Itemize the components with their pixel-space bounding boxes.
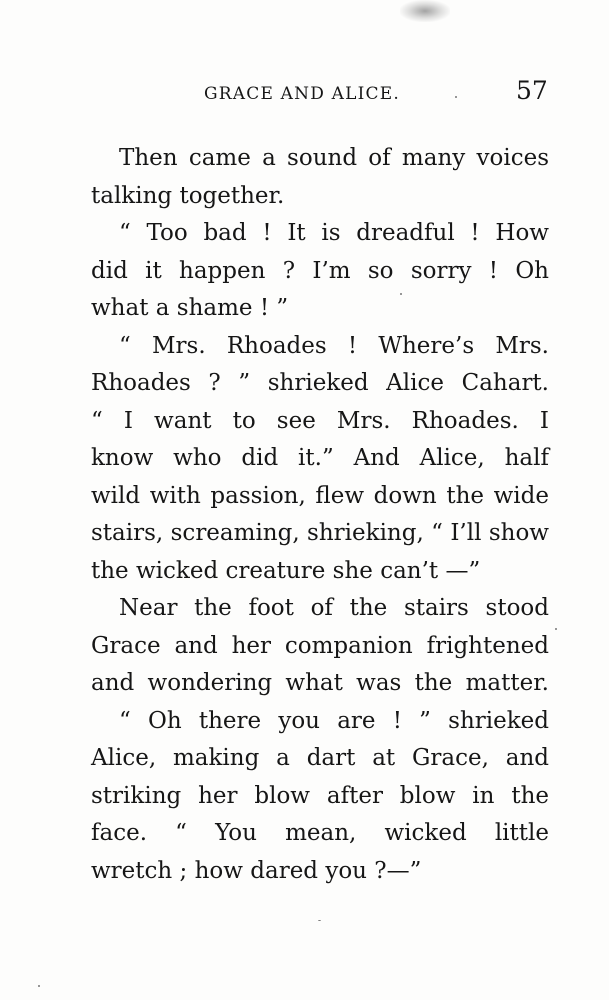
- text-line: Rhoades ? ” shrieked Alice Cahart.: [91, 370, 549, 396]
- text-line: know who did it.” And Alice, half: [91, 445, 549, 471]
- text-line: face. “ You mean, wicked little: [91, 820, 549, 846]
- text-line: did it happen ? I’m so sorry ! Oh: [91, 257, 549, 284]
- text-line: wild with passion, flew down the wide: [91, 482, 549, 509]
- text-line: Then came a sound of many voices: [119, 145, 549, 171]
- text-line: Alice, making a dart at Grace, and: [91, 745, 549, 771]
- text-line: stairs, screaming, shrieking, “ I’ll show: [91, 520, 549, 546]
- text-line: and wondering what was the matter.: [91, 670, 549, 696]
- speck: [400, 293, 402, 295]
- running-head: [0, 76, 609, 110]
- text-line: striking her blow after blow in the: [91, 782, 549, 809]
- page-number: 57: [516, 76, 548, 105]
- speck: [318, 920, 321, 921]
- speck: [38, 985, 40, 987]
- running-title: GRACE AND ALICE.: [204, 84, 400, 104]
- ink-smudge: [400, 0, 450, 22]
- text-line: “ Mrs. Rhoades ! Where’s Mrs.: [119, 332, 549, 359]
- text-line: wretch ; how dared you ?—”: [91, 857, 422, 884]
- text-line: “ Too bad ! It is dreadful ! How: [119, 220, 549, 246]
- text-line: “ Oh there you are ! ” shrieked: [119, 707, 549, 734]
- text-line: Near the foot of the stairs stood: [119, 595, 549, 621]
- text-line: talking together.: [91, 182, 285, 209]
- text-line: Grace and her companion frightened: [91, 632, 549, 659]
- text-line: the wicked creature she can’t —”: [91, 557, 481, 584]
- body-text: [91, 140, 549, 890]
- speck: [555, 628, 557, 630]
- speck: [455, 96, 457, 98]
- text-line: “ I want to see Mrs. Rhoades. I: [91, 407, 549, 434]
- text-line: what a shame ! ”: [91, 295, 289, 321]
